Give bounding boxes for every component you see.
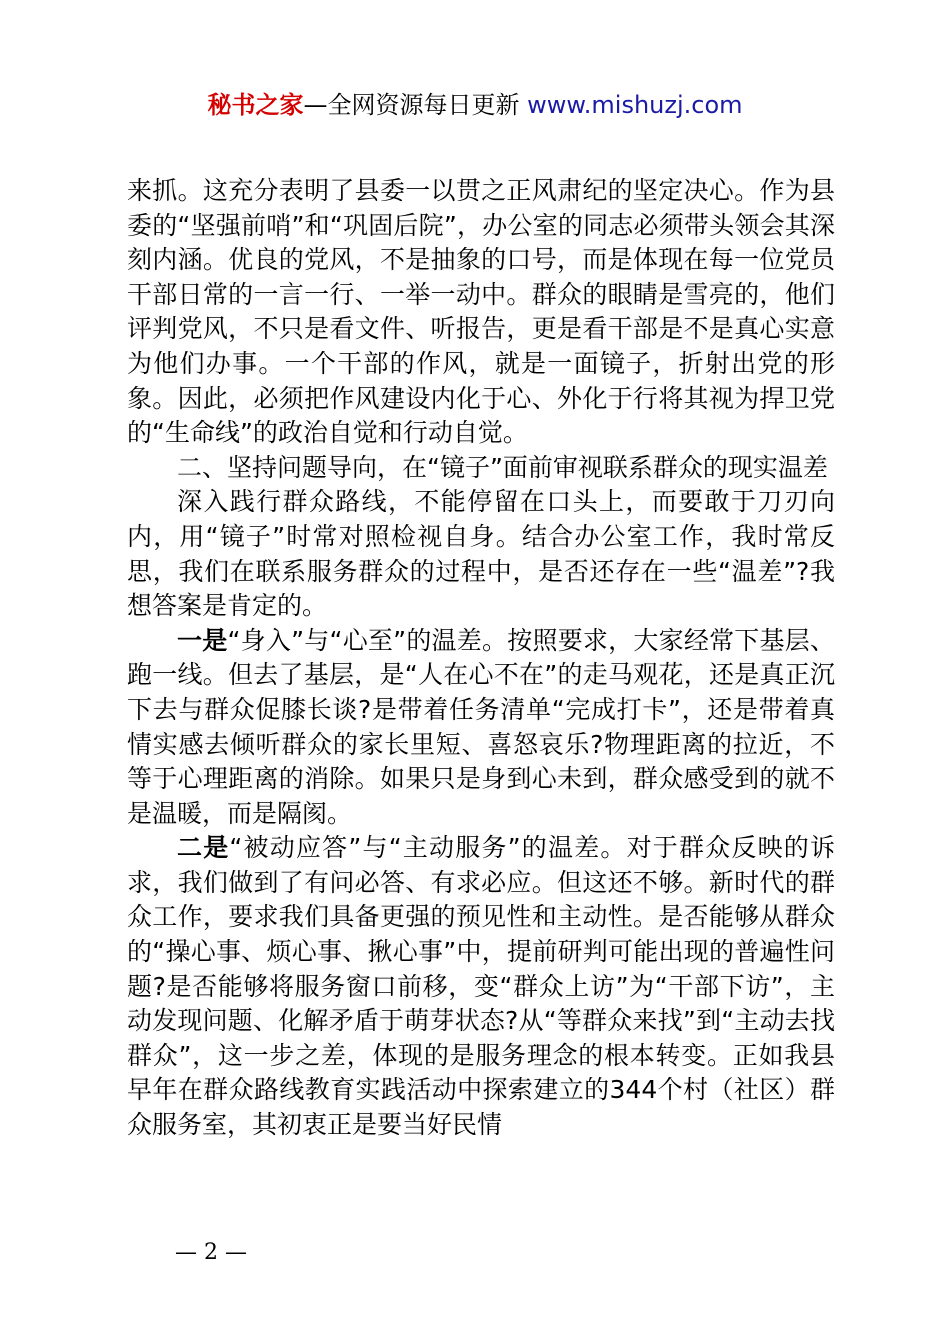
paragraph-lead: 一是 [177, 625, 228, 655]
section-heading [127, 451, 835, 486]
paragraph-text: “身入”与“心至”的温差。按照要求，大家经常下基层、跑一线。但去了基层，是“人在心不在”的走马观花，还是真正沉下去与群众促膝长谈?是带着任务清单“完成打卡”，还是带着真情实感去倾听群众的家长里短、喜怒哀乐?物理距离的拉近，不等于心理距离的消除。如果只是身到心未到，群众感受到的就不是温暖，而是隔阂。 [127, 625, 835, 828]
brand-name: 秘书之家 [207, 91, 304, 119]
paragraph-text: “被动应答”与“主动服务”的温差。对于群众反映的诉求，我们做到了有问必答、有求必应。但这还不够。新时代的群众工作，要求我们具备更强的预见性和主动性。是否能够从群众的“操心事、烦心事、揪心事”中，提前研判可能出现的普遍性问题?是否能够将服务窗口前移，变“群众上访”为“干部下访”，主动发现问题、化解矛盾于萌芽状态?从“等群众来找”到“主动去找群众”，这一步之差，体现的是服务理念的根本转变。正如我县早年在群众路线教育实践活动中探索建立的344个村（社区）群众服务室，其初衷正是要当好民情 [127, 833, 835, 1140]
header-slogan: —全网资源每日更新 [303, 91, 520, 119]
site-url[interactable]: www.mishuzj.com [527, 91, 743, 119]
paragraph-lead: 二是 [177, 833, 230, 863]
paragraph-text: 来抓。这充分表明了县委一以贯之正风肃纪的坚定决心。作为县委的“坚强前哨”和“巩固后院”，办公室的同志必须带头领会其深刻内涵。优良的党风，不是抽象的口号，而是体现在每一位党员干部日常的一言一行、一举一动中。群众的眼睛是雪亮的，他们评判党风，不只是看文件、听报告，更是看干部是不是真心实意为他们办事。一个干部的作风，就是一面镜子，折射出党的形象。因此，必须把作风建设内化于心、外化于行将其视为捍卫党的“生命线”的政治自觉和行动自觉。 [127, 176, 835, 448]
paragraph [127, 485, 835, 623]
page-number: — 2 — [175, 1240, 247, 1265]
section-heading-text: 二、坚持问题导向，在“镜子”面前审视联系群众的现实温差 [177, 452, 828, 482]
paragraph [127, 174, 835, 451]
paragraph [127, 831, 835, 1142]
document-body [127, 174, 835, 1143]
paragraph [127, 624, 835, 832]
paragraph-text: 深入践行群众路线，不能停留在口头上，而要敢于刀刃向内，用“镜子”时常对照检视自身。结合办公室工作，我时常反思，我们在联系服务群众的过程中，是否还存在一些“温差”?我想答案是肯定的。 [127, 487, 835, 621]
site-header [0, 88, 950, 122]
